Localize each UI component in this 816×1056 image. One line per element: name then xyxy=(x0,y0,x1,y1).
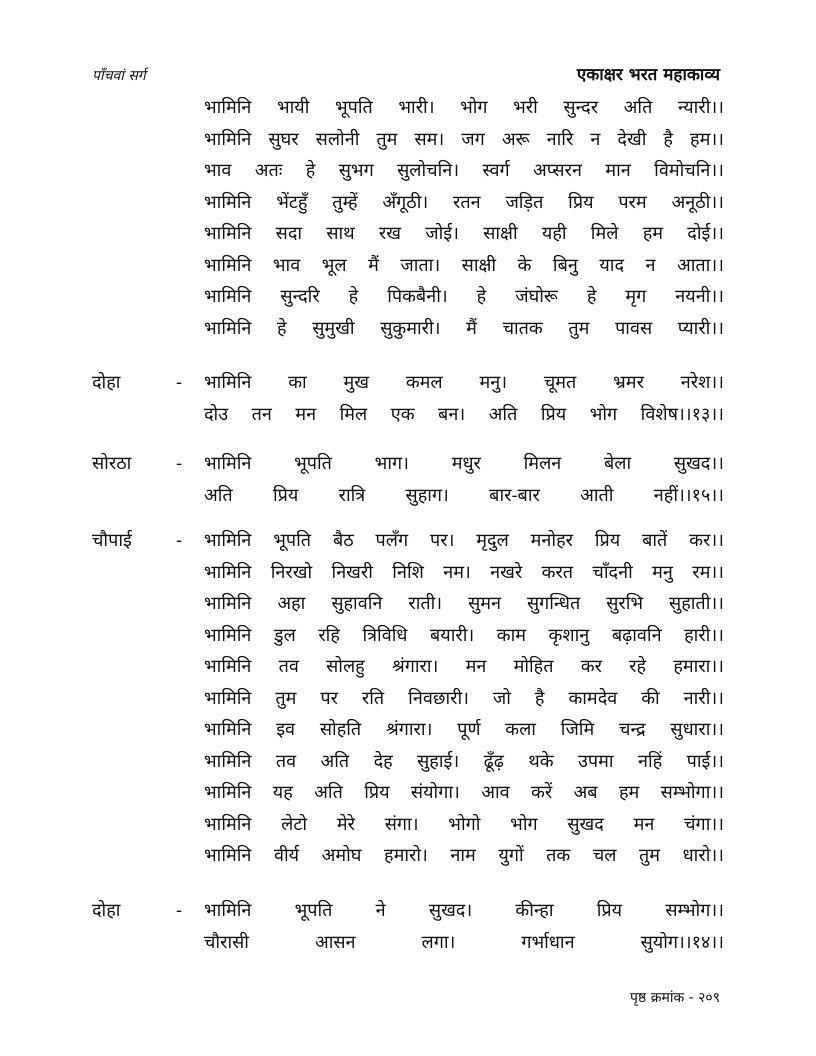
verse-dash: - xyxy=(176,900,183,921)
chaupai-block xyxy=(92,525,724,872)
verse-line xyxy=(92,124,724,156)
verse-line xyxy=(92,448,724,480)
verse-line xyxy=(92,714,724,746)
verse-dash: - xyxy=(176,530,183,551)
page-number: पृष्ठ क्रमांक - २०९ xyxy=(630,990,720,1006)
verse-line xyxy=(92,155,724,187)
book-title-header: एकाक्षर भरत महाकाव्य xyxy=(576,65,720,85)
verse-line xyxy=(92,525,724,557)
verse-text: भामिनि अहा सुहावनि राती। सुमन सुगन्धित सुरभि सुहाती।। xyxy=(204,593,724,614)
verse-text: भामिनि डुल रहि त्रिविधि बयारी। काम कृशानु बढ़ावनि हारी।। xyxy=(204,624,724,646)
verse-text: दोउ तन मन मिल एक बन। अति प्रिय भोग विशेष।।१३।। xyxy=(204,403,724,425)
verse-text: भामिनि भूपति ने सुखद। कीन्हा प्रिय सम्भोग।। xyxy=(204,900,724,921)
verse-line xyxy=(92,777,724,809)
doha-block xyxy=(92,367,724,430)
verse-line xyxy=(92,927,724,959)
verse-line xyxy=(92,651,724,683)
verse-line xyxy=(92,367,724,399)
verse-text: भामिनि भायी भूपति भारी। भोग भरी सुन्दर अति न्यारी।। xyxy=(204,97,724,118)
verse-text: भामिनि भेंटहुँ तुम्हें अँगूठी। रतन जड़ित प्रिय परम अनूठी।। xyxy=(204,191,724,213)
verse-text: भामिनि तुम पर रति निवछारी। जो है कामदेव की नारी।। xyxy=(204,687,724,709)
verse-text: भाव अतः हे सुभग सुलोचनि। स्वर्ग अप्सरन मान विमोचनि।। xyxy=(204,160,724,181)
verse-line xyxy=(92,92,724,124)
verse-line xyxy=(92,840,724,872)
verse-text: भामिनि भूपति बैठ पलँग पर। मृदुल मनोहर प्रिय बातें कर।। xyxy=(204,530,724,551)
verse-line xyxy=(92,620,724,652)
verse-type-label: दोहा xyxy=(92,372,121,393)
verse-text: चौरासी आसन लगा। गर्भाधान सुयोग।।१४।। xyxy=(204,931,724,953)
verse-text: भामिनि यह अति प्रिय संयोगा। आव करें अब हम सम्भोगा।। xyxy=(204,782,724,803)
verse-text: भामिनि सुन्दरि हे पिकबैनी। हे जंघोरू हे मृग नयनी।। xyxy=(204,286,724,307)
verse-line xyxy=(92,218,724,250)
verse-line xyxy=(92,557,724,589)
chapter-header: पाँचवां सर्ग xyxy=(92,68,146,84)
doha-block xyxy=(92,895,724,958)
verse-text: भामिनि भाव भूल मैं जाता। साक्षी के बिनु याद न आता।। xyxy=(204,254,724,276)
verse-text: भामिनि का मुख कमल मनु। चूमत भ्रमर नरेश।। xyxy=(204,372,724,393)
verse-text: भामिनि निरखो निखरी निशि नम। नखरे करत चाँदनी मनु रम।। xyxy=(204,561,724,583)
verse-text: भामिनि वीर्य अमोघ हमारो। नाम युगों तक चल तुम धारो।। xyxy=(204,845,724,866)
verse-text: अति प्रिय रात्रि सुहाग। बार-बार आती नहीं।।१५।। xyxy=(204,484,724,506)
verse-type-label: सोरठा xyxy=(92,453,132,474)
verse-line xyxy=(92,683,724,715)
verse-text: भामिनि हे सुमुखी सुकुमारी। मैं चातक तुम पावस प्यारी।। xyxy=(204,317,724,339)
verse-line xyxy=(92,187,724,219)
verse-line xyxy=(92,895,724,927)
verse-dash: - xyxy=(176,372,183,393)
verse-type-label: चौपाई xyxy=(92,530,132,551)
verse-type-label: दोहा xyxy=(92,900,121,921)
verse-line xyxy=(92,746,724,778)
soratha-block xyxy=(92,448,724,511)
verse-line xyxy=(92,809,724,841)
verse-block xyxy=(92,92,724,344)
verse-line xyxy=(92,281,724,313)
verse-text: भामिनि तव सोलहु श्रंगारा। मन मोहित कर रहे हमारा।। xyxy=(204,656,724,677)
verse-text: भामिनि सदा साथ रख जोई। साक्षी यही मिले हम दोई।। xyxy=(204,223,724,244)
verse-text: भामिनि इव सोहति श्रंगारा। पूर्ण कला जिमि चन्द्र सुधारा।। xyxy=(204,719,724,740)
verse-line xyxy=(92,480,724,512)
verse-dash: - xyxy=(176,453,183,474)
verse-line xyxy=(92,313,724,345)
verse-line xyxy=(92,250,724,282)
verse-text: भामिनि लेटो मेरे संगा। भोगो भोग सुखद मन चंगा।। xyxy=(204,813,724,835)
verse-text: भामिनि सुघर सलोनी तुम सम। जग अरू नारि न देखी है हम।। xyxy=(204,128,724,150)
verse-text: भामिनि तव अति देह सुहाई। ढूँढ़ थके उपमा नहिं पाई।। xyxy=(204,750,724,772)
verse-line xyxy=(92,399,724,431)
verse-line xyxy=(92,588,724,620)
verse-text: भामिनि भूपति भाग। मधुर मिलन बेला सुखद।। xyxy=(204,453,724,474)
